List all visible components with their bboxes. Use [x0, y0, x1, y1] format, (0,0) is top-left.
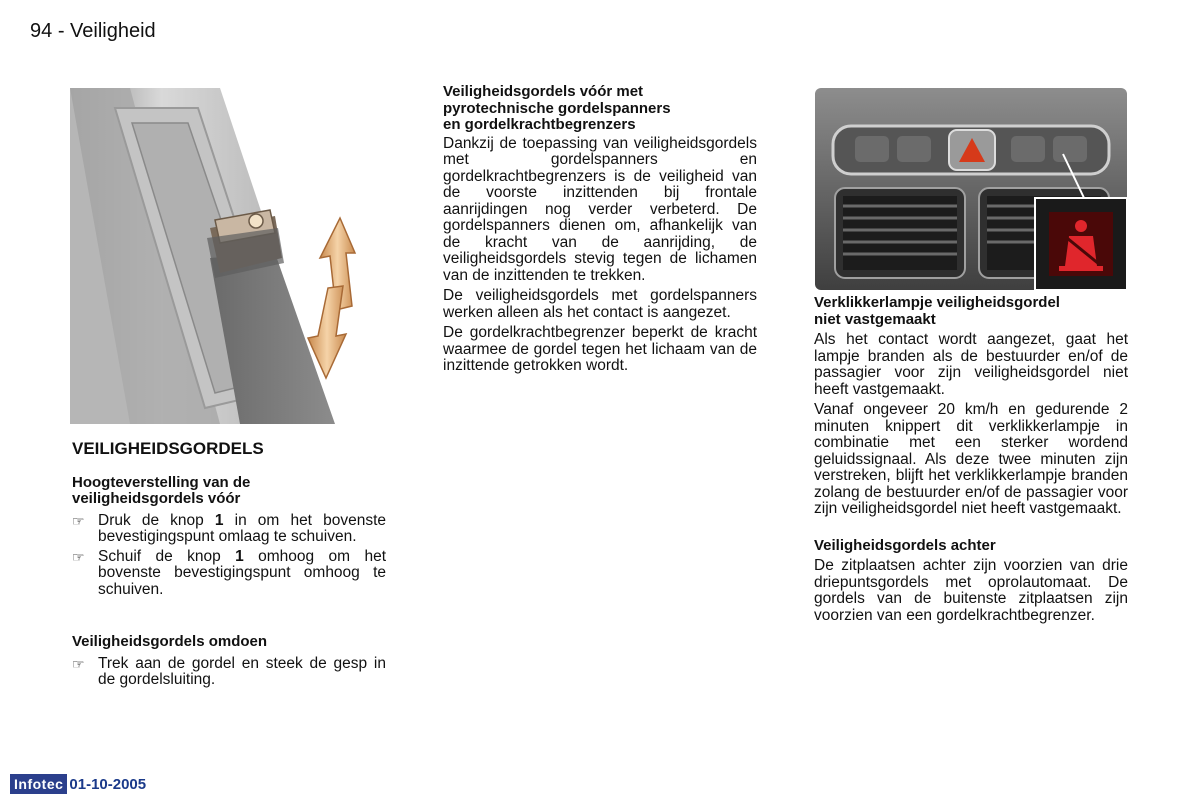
switch-button	[1011, 136, 1045, 162]
pointing-hand-icon: ☞	[72, 655, 85, 672]
subheading-warning-lamp: Verklikkerlampje veiligheidsgordel niet vastgemaakt	[814, 294, 1060, 328]
subheading-pretensioners: Veiligheidsgordels vóór met pyrotechnische gordelspanners en gordelkrachtbegrenzers	[443, 83, 671, 133]
subheading-height-adjust: Hoogteverstelling van de veiligheidsgordels vóór	[72, 473, 251, 507]
switch-button	[1053, 136, 1087, 162]
header-separator: -	[57, 20, 65, 42]
seatbelt-adjuster-illustration	[70, 88, 388, 424]
infotec-logo: Infotec	[10, 774, 67, 794]
subheading-fastening: Veiligheidsgordels omdoen	[72, 633, 268, 650]
subheading-rear-belts: Veiligheidsgordels achter	[814, 536, 996, 554]
list-item: ☞ Trek aan de gordel en steek de gesp in de gordelsluiting.	[72, 654, 386, 688]
page-number: 94	[30, 20, 53, 42]
paragraph: De veiligheidsgordels met gordelspanners werken alleen als het contact is aangezet.	[443, 287, 757, 321]
footer	[10, 774, 146, 794]
air-vent-left	[835, 188, 965, 278]
footer-date: 01-10-2005	[69, 775, 147, 793]
column-middle	[443, 84, 757, 379]
paragraph: Als het contact wordt aangezet, gaat het lampje branden als de bestuurder en/of de passagier voor zijn veiligheidsgordel niet heeft vastgemaakt.	[814, 331, 1128, 398]
pointing-hand-icon: ☞	[72, 512, 85, 529]
seatbelt-warning-icon	[1035, 198, 1127, 290]
switch-button	[855, 136, 889, 162]
hazard-button	[949, 130, 995, 170]
section-heading: VEILIGHEIDSGORDELS	[72, 439, 264, 458]
dashboard-illustration	[815, 88, 1127, 290]
paragraph: De gordelkrachtbegrenzer beperkt de kracht waarmee de gordel tegen het lichaam van de inzittende getrokken wordt.	[443, 324, 757, 374]
list-item: ☞ Druk de knop 1 in om het bovenste bevestigingspunt omlaag te schuiven.	[72, 511, 387, 545]
paragraph: Vanaf ongeveer 20 km/h en gedurende 2 minuten knippert dit verklikkerlampje in combinatie met een sterker wordend geluidssignaal. Als deze twee minuten zijn verstreken, blijft het verklikkerlampje branden zolang de bestuurder en/of de passagier voor zijn veiligheidsgordel niet heeft vastgemaakt.	[814, 401, 1128, 517]
column-left	[72, 441, 386, 692]
page-header	[30, 20, 156, 43]
pointing-hand-icon: ☞	[72, 548, 85, 565]
section-title: Veiligheid	[70, 20, 156, 42]
column-right	[814, 295, 1128, 628]
paragraph: De zitplaatsen achter zijn voorzien van drie driepuntsgordels met oprolautomaat. De gordels van de buitenste zitplaatsen zijn voorzien van een gordelkrachtbegrenzer.	[814, 557, 1128, 624]
paragraph: Dankzij de toepassing van veiligheidsgordels met gordelspanners en gordelkrachtbegrenzers is de veiligheid van de voorste inzittenden bij frontale aanrijdingen nog verder verbeterd. De gordelspanners dienen om, afhankelijk van de kracht van de aanrijding, de veiligheidsgordels stevig tegen de lichamen van de inzittenden te trekken.	[443, 134, 757, 284]
switch-button	[897, 136, 931, 162]
list-item: ☞ Schuif de knop 1 omhoog om het bovenste bevestigingspunt omhoog te schuiven.	[72, 547, 386, 598]
